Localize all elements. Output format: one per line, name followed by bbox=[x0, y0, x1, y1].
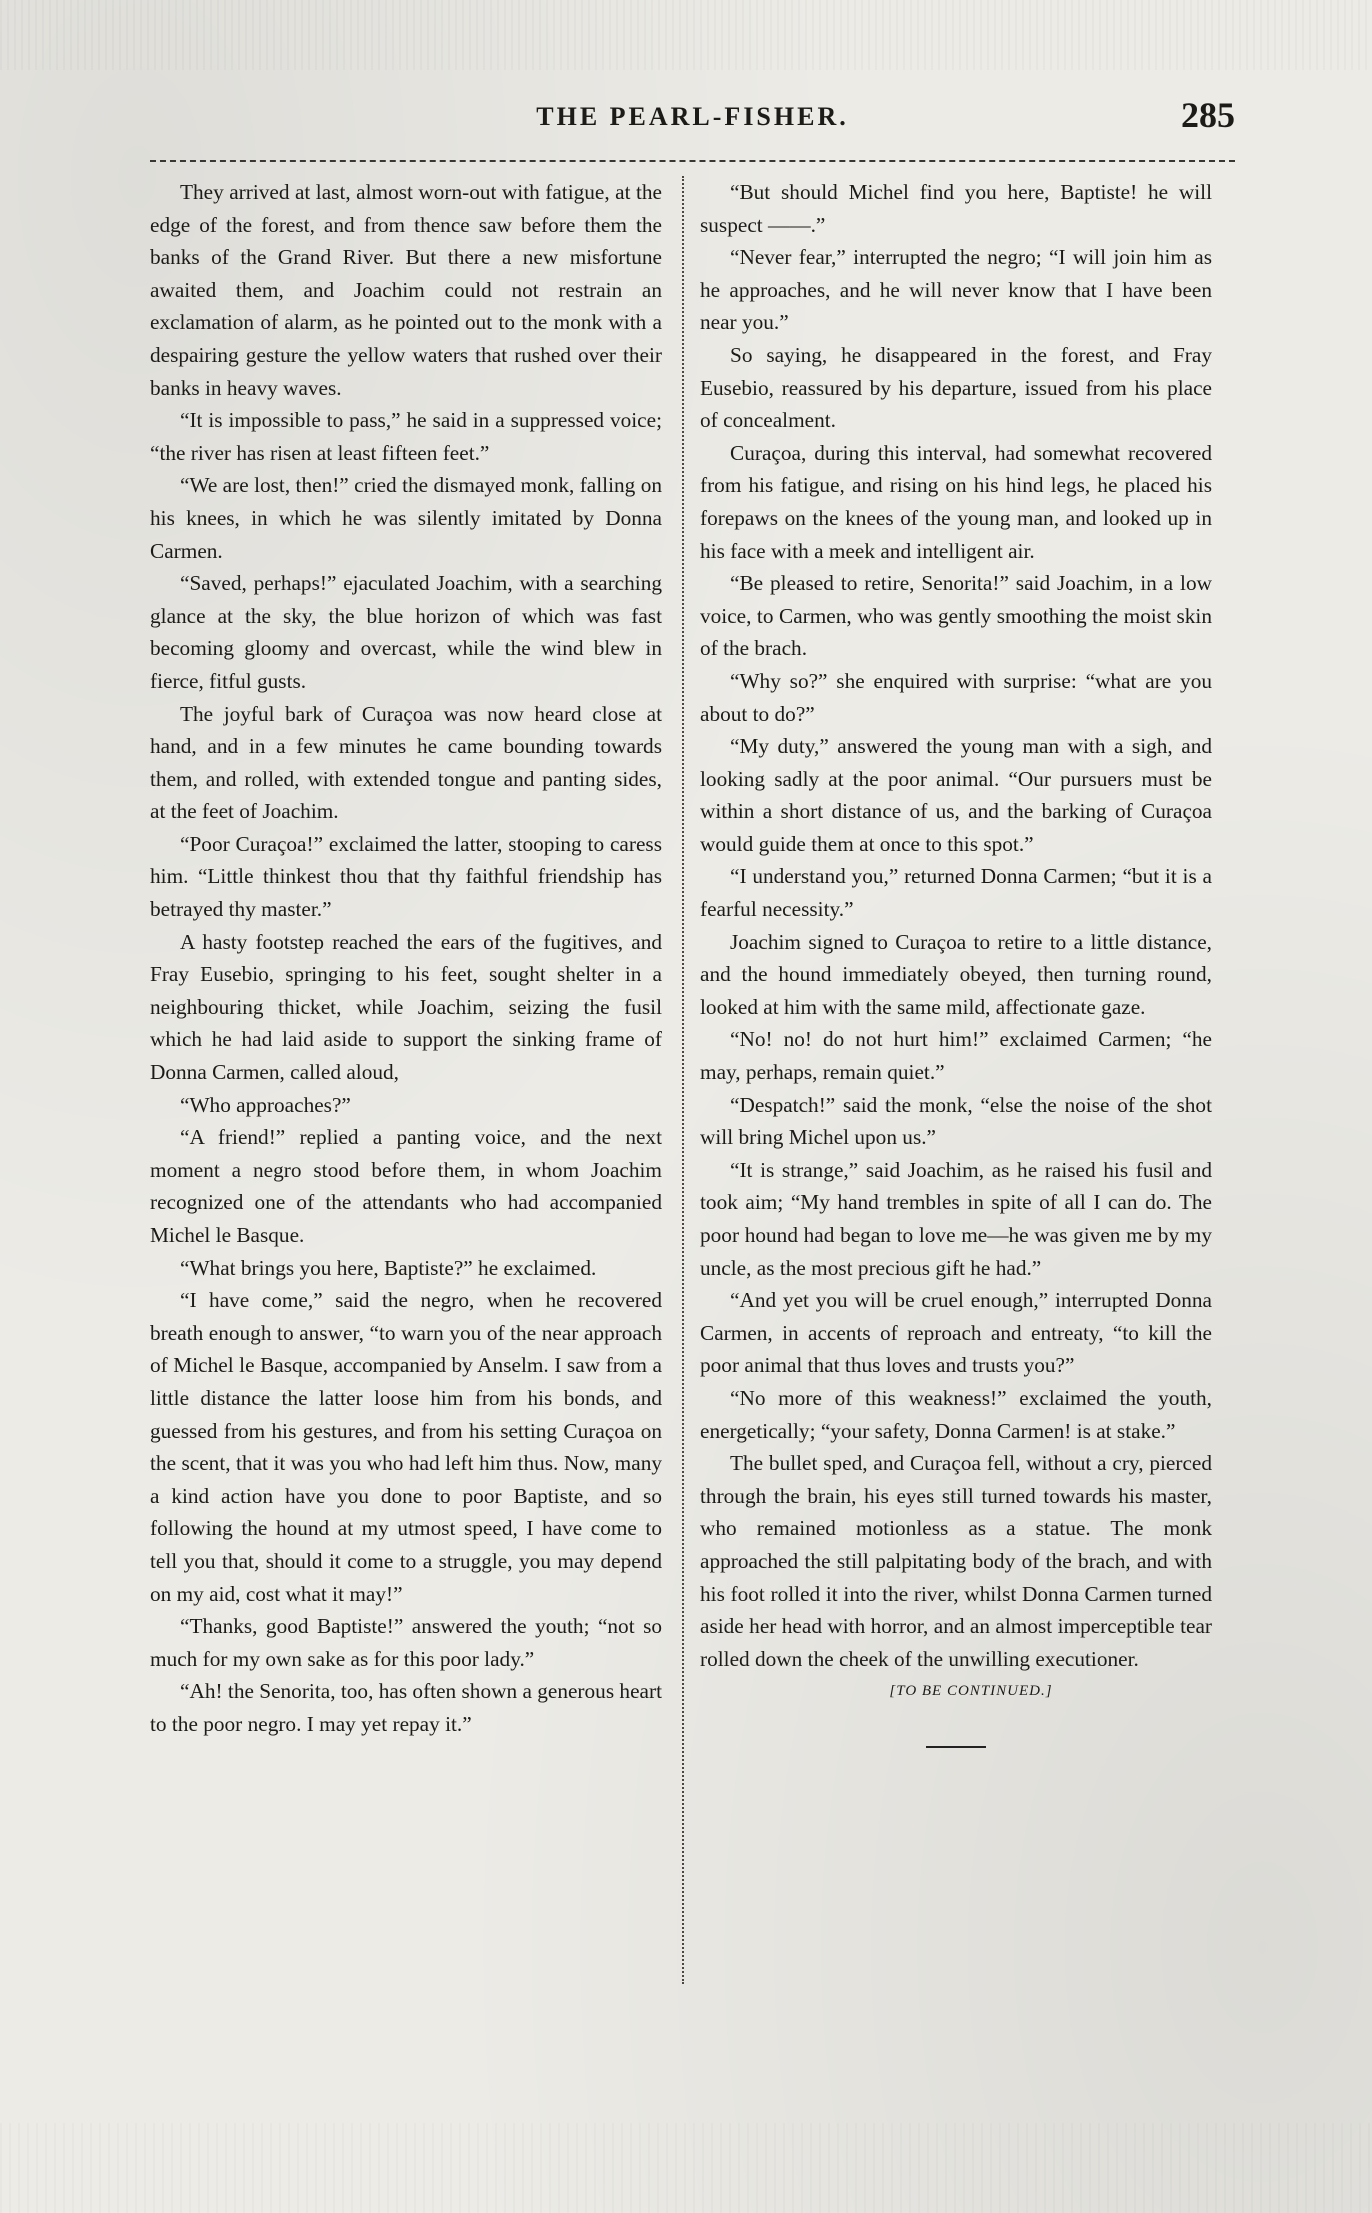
paragraph: “It is impossible to pass,” he said in a suppressed voice; “the river has risen at least fifteen feet.” bbox=[150, 408, 662, 465]
paragraph: “Ah! the Senorita, too, has often shown a generous heart to the poor negro. I may yet repay it.” bbox=[150, 1679, 662, 1736]
paragraph: “My duty,” answered the young man with a sigh, and looking sadly at the poor animal. “Our pursuers must be within a short distance of us, and the barking of Curaçoa would guide them at once to this spot.” bbox=[700, 734, 1212, 856]
scan-noise-bottom bbox=[0, 2123, 1372, 2213]
paragraph: “We are lost, then!” cried the dismayed monk, falling on his knees, in which he was silently imitated by Donna Carmen. bbox=[150, 473, 662, 563]
paragraph: “Poor Curaçoa!” exclaimed the latter, stooping to caress him. “Little thinkest thou that thy faithful friendship has betrayed thy master.” bbox=[150, 831, 662, 922]
right-column bbox=[700, 176, 1212, 1748]
paragraph: They arrived at last, almost worn-out with fatigue, at the edge of the forest, and from thence saw before them the banks of the Grand River. But there a new misfortune awaited them, and Joachim could not restrain an exclamation of alarm, as he pointed out to the monk with a despairing gesture the yellow waters that rushed over their banks in heavy waves. bbox=[150, 180, 662, 400]
paragraph: “A friend!” replied a panting voice, and the next moment a negro stood before them, in whom Joachim recognized one of the attendants who had accompanied Michel le Basque. bbox=[150, 1125, 662, 1247]
column-divider bbox=[682, 176, 684, 1984]
paragraph: “I have come,” said the negro, when he recovered breath enough to answer, “to warn you of the near approach of Michel le Basque, accompanied by Anselm. I saw from a little distance the latter loose him from his bonds, and guessed from his gestures, and from his setting Curaçoa on the scent, that it was you who had left him thus. Now, many a kind action have you done to poor Baptiste, and so following the hound at my utmost speed, I have come to tell you that, should it come to a struggle, you may depend on my aid, cost what it may!” bbox=[150, 1288, 662, 1606]
paragraph: “No! no! do not hurt him!” exclaimed Carmen; “he may, perhaps, remain quiet.” bbox=[700, 1027, 1212, 1085]
paragraph: “Despatch!” said the monk, “else the noise of the shot will bring Michel upon us.” bbox=[700, 1092, 1212, 1150]
running-head: THE PEARL-FISHER. bbox=[536, 102, 849, 131]
paragraph: “Who approaches?” bbox=[180, 1092, 351, 1117]
paragraph: “Never fear,” interrupted the negro; “I will join him as he approaches, and he will never know that I have been near you.” bbox=[700, 245, 1212, 335]
paragraph: “What brings you here, Baptiste?” he exclaimed. bbox=[180, 1255, 597, 1280]
paragraph: “I understand you,” returned Donna Carmen; “but it is a fearful necessity.” bbox=[700, 864, 1212, 922]
paragraph: A hasty footstep reached the ears of the fugitives, and Fray Eusebio, springing to his feet, sought shelter in a neighbouring thicket, while Joachim, seizing the fusil which he had laid aside to support the sinking frame of Donna Carmen, called aloud, bbox=[150, 929, 662, 1085]
paragraph: Joachim signed to Curaçoa to retire to a little distance, and the hound immediately obeyed, then turning round, looked at him with the same mild, affectionate gaze. bbox=[700, 929, 1212, 1019]
paragraph: “It is strange,” said Joachim, as he raised his fusil and took aim; “My hand trembles in spite of all I can do. The poor hound had began to love me—he was given me by my uncle, as the most precious gift he had.” bbox=[700, 1157, 1212, 1280]
paragraph: “Why so?” she enquired with surprise: “what are you about to do?” bbox=[700, 668, 1212, 726]
scan-noise-top bbox=[0, 0, 1372, 70]
paragraph: “No more of this weakness!” exclaimed the youth, energetically; “your safety, Donna Carmen! is at stake.” bbox=[700, 1385, 1212, 1443]
paragraph: “Saved, perhaps!” ejaculated Joachim, with a searching glance at the sky, the blue horizon of which was fast becoming gloomy and overcast, while the wind blew in fierce, fitful gusts. bbox=[150, 571, 662, 693]
page-number: 285 bbox=[1181, 95, 1235, 135]
left-column bbox=[150, 176, 662, 1741]
paragraph: The bullet sped, and Curaçoa fell, without a cry, pierced through the brain, his eyes still turned towards his master, who remained motionless as a statue. The monk approached the still palpitating body of the brach, and with his foot rolled it into the river, whilst Donna Carmen turned aside her head with horror, and an almost imperceptible tear rolled down the cheek of the unwilling executioner. bbox=[700, 1451, 1212, 1671]
paragraph: “Be pleased to retire, Senorita!” said Joachim, in a low voice, to Carmen, who was gently smoothing the moist skin of the brach. bbox=[700, 571, 1212, 661]
paragraph: The joyful bark of Curaçoa was now heard close at hand, and in a few minutes he came bounding towards them, and rolled, with extended tongue and panting sides, at the feet of Joachim. bbox=[150, 701, 662, 824]
header-rule bbox=[150, 160, 1235, 162]
paragraph: “But should Michel find you here, Baptiste! he will suspect ——.” bbox=[700, 180, 1212, 237]
paragraph: “And yet you will be cruel enough,” interrupted Donna Carmen, in accents of reproach and entreaty, “to kill the poor animal that thus loves and trusts you?” bbox=[700, 1288, 1212, 1378]
paragraph: So saying, he disappeared in the forest, and Fray Eusebio, reassured by his departure, issued from his place of concealment. bbox=[700, 342, 1212, 433]
end-rule bbox=[926, 1746, 986, 1748]
paragraph: Curaçoa, during this interval, had somewhat recovered from his fatigue, and rising on his hind legs, he placed his forepaws on the knees of the young man, and looked up in his face with a meek and intelligent air. bbox=[700, 440, 1212, 563]
to-be-continued: [TO BE CONTINUED.] bbox=[889, 1683, 1053, 1700]
paragraph: “Thanks, good Baptiste!” answered the youth; “not so much for my own sake as for this poor lady.” bbox=[150, 1614, 662, 1671]
page-header bbox=[150, 92, 1235, 142]
